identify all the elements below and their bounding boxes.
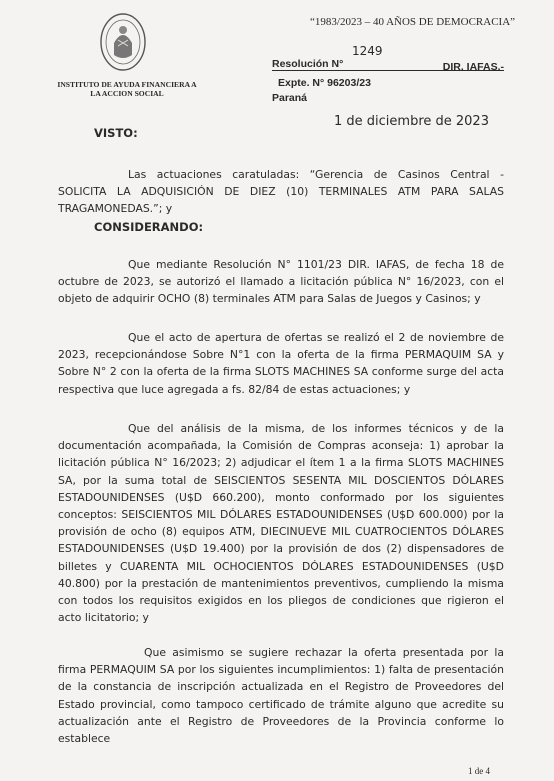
page-number: 1 de 4 bbox=[468, 766, 490, 776]
resolution-suffix: DIR. IAFAS.- bbox=[442, 61, 504, 73]
visto-heading: VISTO: bbox=[94, 126, 138, 140]
motto: “1983/2023 – 40 AÑOS DE DEMOCRACIA” bbox=[310, 16, 516, 28]
resolution-label: Resolución N° bbox=[272, 58, 344, 70]
institution-name: INSTITUTO DE AYUDA FINANCIERA A LA ACCION SOCIAL bbox=[57, 80, 197, 98]
resolution-line bbox=[272, 58, 504, 71]
paragraph-4: Que asimismo se sugiere rechazar la oferta presentada por la firma PERMAQUIM SA por los siguientes incumplimientos: 1) falta de presentación de la constancia de inscripción actualizada en el Registro de Proveedores del Estado provincial, como tampoco certificado de trámite alguno que acredite su actualización ante el Registro de Proveedores de la Provincia conforme lo establece bbox=[58, 646, 504, 746]
document-date: 1 de diciembre de 2023 bbox=[334, 114, 489, 129]
paragraph-2: Que el acto de apertura de ofertas se realizó el 2 de noviembre de 2023, recepcionándose Sobre N°1 con la oferta de la firma PERMAQUIM SA y Sobre N° 2 con la oferta de la firma SLOTS MACHINES SA conforme surge del acta respectiva que luce agregada a fs. 82/84 de estas actuaciones; y bbox=[58, 331, 504, 396]
institution-seal bbox=[100, 13, 146, 71]
resolution-number: 1249 bbox=[352, 44, 383, 58]
paragraph-3: Que del análisis de la misma, de los informes técnicos y de la documentación acompañada, la Comisión de Compras aconseja: 1) aprobar la licitación pública N° 16/2023; 2) adjudicar el ítem 1 a la firma SLOTS MACHINES SA, por la suma total de SEISCIENTOS SESENTA MIL DOSCIENTOS DÓLARES ESTADOUNIDENSES (U$D 660.200), monto conformado por los siguientes conceptos: SEISCIENTOS MIL DÓLARES ESTADOUNIDENSES (U$D 600.000) por la provisión de ocho (8) equipos ATM, DIECINUEVE MIL CUATROCIENTOS DÓLARES ESTADOUNIDENSES (U$D 19.400) por la provisión de dos (2) dispensadores de billetes y CUARENTA MIL OCHOCIENTOS DÓLARES ESTADOUNIDENSES (U$D 40.800) por la prestación de mantenimientos preventivos, cumpliendo la misma con todos los requisitos exigidos en los pliegos de condiciones que rigieron el acto licitatorio; y bbox=[58, 422, 504, 625]
city: Paraná bbox=[272, 92, 308, 104]
expte-number: Expte. N° 96203/23 bbox=[278, 77, 371, 89]
paragraph-1: Que mediante Resolución N° 1101/23 DIR. IAFAS, de fecha 18 de octubre de 2023, se autorizó el llamado a licitación pública N° 16/2023, con el objeto de adquirir OCHO (8) terminales ATM para Salas de Juegos y Casinos; y bbox=[58, 258, 504, 306]
considerando-heading: CONSIDERANDO: bbox=[94, 220, 204, 234]
visto-paragraph: Las actuaciones caratuladas: “Gerencia de Casinos Central - SOLICITA LA ADQUISICIÓN DE DIEZ (10) TERMINALES ATM PARA SALAS TRAGAMONEDAS.”; y bbox=[58, 168, 504, 216]
